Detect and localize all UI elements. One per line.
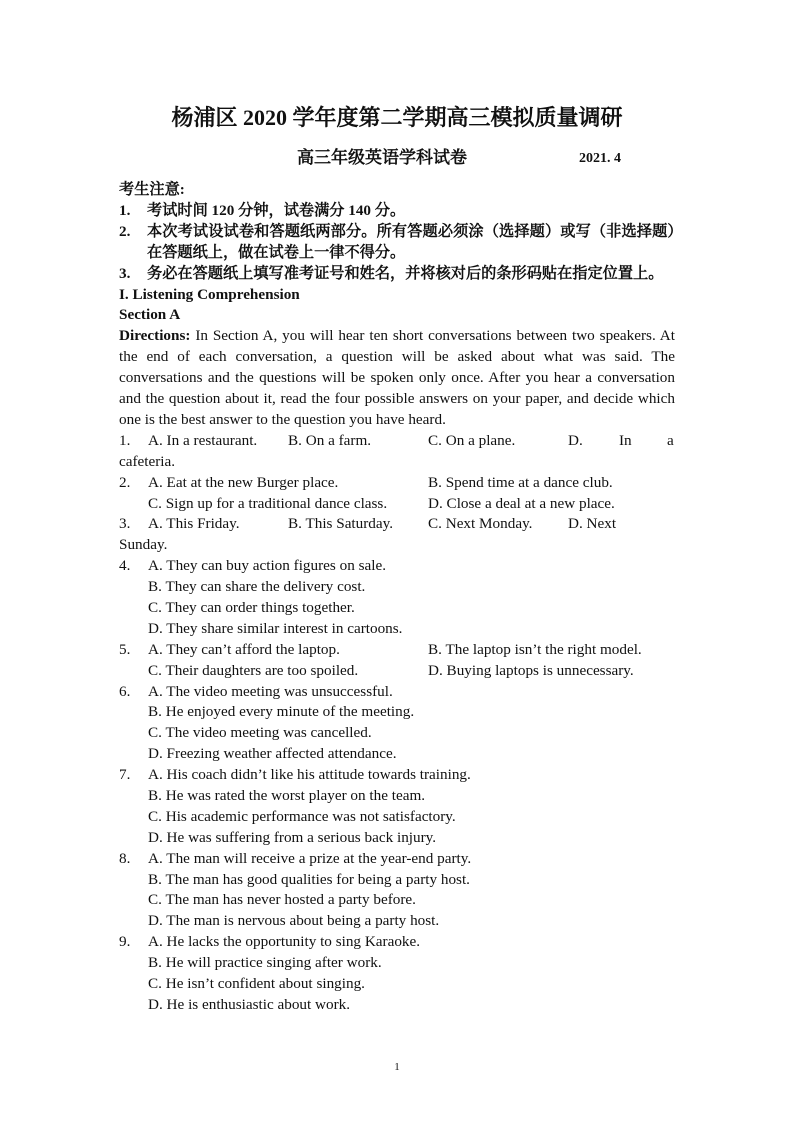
option-a: A. The man will receive a prize at the year-end party.: [148, 849, 472, 867]
option-d: D. Buying laptops is unnecessary.: [428, 661, 634, 679]
option-a: A. The video meeting was unsuccessful.: [148, 682, 393, 700]
option-d: D. He was suffering from a serious back injury.: [148, 828, 437, 846]
note-number: 3.: [119, 264, 131, 282]
note-item-2: [119, 222, 675, 264]
question-1: [119, 431, 675, 452]
option-c: C. The video meeting was cancelled.: [148, 724, 372, 742]
option-b: B. He was rated the worst player on the team.: [148, 786, 426, 804]
option-a: A. Eat at the new Burger place.: [148, 473, 339, 491]
option-b: B. The laptop isn’t the right model.: [428, 640, 642, 658]
question-number: 1.: [119, 431, 131, 449]
option-c: C. He isn’t confident about singing.: [148, 974, 365, 992]
exam-title: 杨浦区 2020 学年度第二学期高三模拟质量调研: [171, 105, 623, 130]
option-d-word: a: [667, 431, 674, 449]
section-heading: Section A: [119, 306, 181, 324]
question-6: [119, 682, 675, 703]
question-5-row-2: [119, 661, 675, 682]
note-text: 本次考试设试卷和答题纸两部分。所有答题必须涂（选择题）或写（非选择题）在答题纸上，做在试卷上一律不得分。: [147, 222, 675, 261]
question-number: 4.: [119, 557, 131, 575]
note-text: 考试时间 120 分钟，试卷满分 140 分。: [147, 201, 406, 219]
option-b: B. They can share the delivery cost.: [148, 578, 366, 596]
question-4: [119, 556, 675, 577]
notes-block: [119, 180, 675, 285]
option-c: C. Next Monday.: [428, 515, 533, 533]
question-number: 8.: [119, 849, 131, 867]
question-number: 7.: [119, 766, 131, 784]
option-d: D. He is enthusiastic about work.: [148, 995, 351, 1013]
option-d: D. Next: [568, 515, 617, 533]
question-number: 2.: [119, 473, 131, 491]
option-d: D.: [568, 431, 583, 449]
option-b: B. Spend time at a dance club.: [428, 473, 613, 491]
question-number: 6.: [119, 682, 131, 700]
exam-subtitle: 高三年级英语学科试卷: [297, 148, 467, 167]
question-number: 5.: [119, 640, 131, 658]
option-b: B. This Saturday.: [288, 515, 394, 533]
option-b: B. He enjoyed every minute of the meeting.: [148, 703, 415, 721]
question-8: [119, 849, 675, 870]
option-b: B. The man has good qualities for being a party host.: [148, 870, 470, 888]
option-d-continued: cafeteria.: [119, 452, 176, 470]
option-d: D. They share similar interest in cartoons.: [148, 619, 403, 637]
option-a: A. In a restaurant.: [148, 431, 258, 449]
option-d-continued: Sunday.: [119, 536, 168, 554]
question-2-row-2: [119, 494, 675, 515]
question-3: [119, 514, 675, 535]
question-5: [119, 640, 675, 661]
question-9: [119, 932, 675, 953]
option-c: C. On a plane.: [428, 431, 516, 449]
question-number: 3.: [119, 515, 131, 533]
question-number: 9.: [119, 933, 131, 951]
question-7: [119, 765, 675, 786]
option-c: C. The man has never hosted a party before.: [148, 891, 416, 909]
note-text: 务必在答题纸上填写准考证号和姓名，并将核对后的条形码贴在指定位置上。: [147, 264, 664, 282]
option-b: B. On a farm.: [288, 431, 372, 449]
option-d: D. The man is nervous about being a party host.: [148, 912, 440, 930]
page-number: 1: [394, 1061, 400, 1073]
note-item-1: [119, 201, 675, 222]
note-number: 2.: [119, 222, 131, 240]
option-a: A. They can buy action figures on sale.: [148, 557, 387, 575]
part-heading: I. Listening Comprehension: [119, 285, 300, 303]
option-c: C. His academic performance was not satisfactory.: [148, 807, 456, 825]
option-a: A. He lacks the opportunity to sing Karaoke.: [148, 933, 421, 951]
option-c: C. Sign up for a traditional dance class.: [148, 494, 388, 512]
option-a: A. His coach didn’t like his attitude towards training.: [148, 766, 471, 784]
directions-paragraph: [119, 326, 675, 431]
notes-heading: 考生注意:: [119, 181, 185, 198]
option-d: D. Close a deal at a new place.: [428, 494, 615, 512]
option-a: A. They can’t afford the laptop.: [148, 640, 340, 658]
note-item-3: [119, 264, 689, 285]
option-c: C. Their daughters are too spoiled.: [148, 661, 359, 679]
exam-body: [119, 180, 675, 1016]
option-d: D. Freezing weather affected attendance.: [148, 745, 397, 763]
question-2: [119, 473, 675, 494]
option-c: C. They can order things together.: [148, 598, 355, 616]
option-a: A. This Friday.: [148, 515, 240, 533]
directions-text: In Section A, you will hear ten short conversations between two speakers. At the end of each conversation, a question will be asked about what was said. The conversations and the questions will be spoken only once. After you hear a conversation and the question about it, read the four possible answers on your paper, and decide which one is the best answer to the question you have heard.: [119, 327, 675, 428]
exam-date: 2021. 4: [579, 151, 621, 166]
directions-label: Directions:: [119, 327, 191, 345]
option-d-word: In: [619, 431, 632, 449]
option-b: B. He will practice singing after work.: [148, 954, 382, 972]
note-number: 1.: [119, 201, 131, 219]
